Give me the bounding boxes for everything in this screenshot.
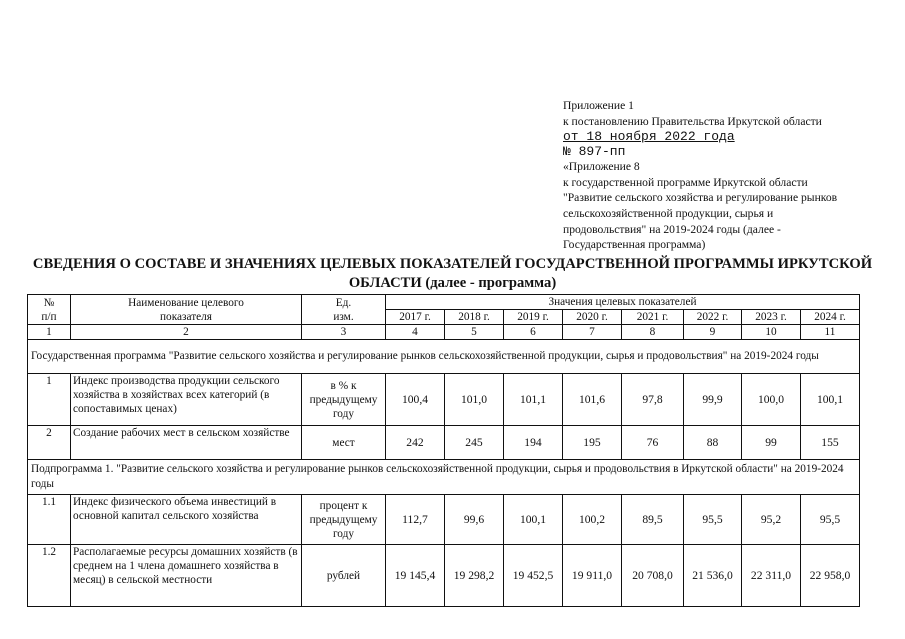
row-value: 97,8	[622, 374, 684, 426]
year-2024: 2024 г.	[801, 310, 860, 325]
header-values: Значения целевых показателей	[386, 295, 860, 310]
col-num: 5	[445, 325, 504, 340]
row-num: 1	[28, 374, 71, 426]
col-num: 2	[71, 325, 302, 340]
row-name: Индекс производства продукции сельского хозяйства в хозяйствах всех категорий (в сопоставимых ценах)	[71, 374, 302, 426]
row-value: 89,5	[622, 495, 684, 545]
row-value: 95,5	[684, 495, 742, 545]
col-num: 8	[622, 325, 684, 340]
header-line-7: "Развитие сельского хозяйства и регулирование рынков	[563, 191, 838, 205]
row-unit: процент к предыдущему году	[302, 495, 386, 545]
header-name	[71, 295, 302, 325]
col-num: 3	[302, 325, 386, 340]
row-value: 99,9	[684, 374, 742, 426]
row-value: 19 145,4	[386, 545, 445, 607]
column-numbers-row	[28, 325, 860, 340]
row-value: 19 298,2	[445, 545, 504, 607]
row-value: 19 452,5	[504, 545, 563, 607]
row-num: 1.2	[28, 545, 71, 607]
col-num: 1	[28, 325, 71, 340]
year-2019: 2019 г.	[504, 310, 563, 325]
header-number: № 897-пп	[563, 144, 626, 160]
row-value: 99	[742, 426, 801, 460]
row-value: 19 911,0	[563, 545, 622, 607]
header-decree: к постановлению Правительства Иркутской области	[563, 114, 822, 128]
header-num-line1: №	[43, 296, 55, 309]
table-row	[28, 495, 860, 545]
row-value: 20 708,0	[622, 545, 684, 607]
row-value: 245	[445, 426, 504, 460]
header-name-line2: показателя	[160, 310, 212, 323]
row-value: 100,1	[801, 374, 860, 426]
header-num-line2: п/п	[41, 310, 57, 323]
indicators-table	[27, 294, 860, 607]
row-unit: мест	[302, 426, 386, 460]
row-value: 99,6	[445, 495, 504, 545]
row-value: 22 311,0	[742, 545, 801, 607]
year-2023: 2023 г.	[742, 310, 801, 325]
row-value: 155	[801, 426, 860, 460]
document-header	[563, 98, 893, 253]
section-state-program: Государственная программа "Развитие сельского хозяйства и регулирование рынков сельскохозяйственной продукции, сырья и продовольствия" на 2019-2024 годы	[28, 340, 860, 374]
table-row	[28, 545, 860, 607]
header-appendix-8: «Приложение 8	[563, 160, 640, 174]
document-title: СВЕДЕНИЯ О СОСТАВЕ И ЗНАЧЕНИЯХ ЦЕЛЕВЫХ ПОКАЗАТЕЛЕЙ ГОСУДАРСТВЕННОЙ ПРОГРАММЫ ИРКУТСКОЙ ОБЛАСТИ (далее - программа)	[32, 256, 873, 291]
section-row	[28, 460, 860, 495]
section-row	[28, 340, 860, 374]
row-name: Располагаемые ресурсы домашних хозяйств (в среднем на 1 члена домашнего хозяйства в месяц) в сельской местности	[71, 545, 302, 607]
header-line-9: продовольствия" на 2019-2024 годы (далее -	[563, 222, 781, 236]
year-2022: 2022 г.	[684, 310, 742, 325]
col-num: 9	[684, 325, 742, 340]
row-value: 22 958,0	[801, 545, 860, 607]
row-num: 2	[28, 426, 71, 460]
col-num: 11	[801, 325, 860, 340]
row-value: 95,2	[742, 495, 801, 545]
year-2017: 2017 г.	[386, 310, 445, 325]
row-value: 76	[622, 426, 684, 460]
header-line-6: к государственной программе Иркутской области	[563, 175, 808, 189]
header-date: от 18 ноября 2022 года	[563, 129, 735, 145]
row-value: 242	[386, 426, 445, 460]
header-line-8: сельскохозяйственной продукции, сырья и	[563, 206, 774, 220]
row-value: 101,1	[504, 374, 563, 426]
row-value: 100,0	[742, 374, 801, 426]
row-name: Создание рабочих мест в сельском хозяйстве	[71, 426, 302, 460]
row-value: 194	[504, 426, 563, 460]
header-unit	[302, 295, 386, 325]
header-num	[28, 295, 71, 325]
header-unit-line2: изм.	[333, 310, 354, 323]
header-name-line1: Наименование целевого	[128, 296, 244, 309]
year-2021: 2021 г.	[622, 310, 684, 325]
header-unit-line1: Ед.	[335, 296, 352, 309]
row-value: 100,2	[563, 495, 622, 545]
row-value: 195	[563, 426, 622, 460]
header-appendix: Приложение 1	[563, 99, 634, 112]
col-num: 10	[742, 325, 801, 340]
row-unit: в % к предыдущему году	[302, 374, 386, 426]
header-line-10: Государственная программа)	[563, 238, 706, 252]
col-num: 4	[386, 325, 445, 340]
col-num: 7	[563, 325, 622, 340]
year-2020: 2020 г.	[563, 310, 622, 325]
row-num: 1.1	[28, 495, 71, 545]
row-value: 101,6	[563, 374, 622, 426]
row-value: 95,5	[801, 495, 860, 545]
col-num: 6	[504, 325, 563, 340]
row-value: 88	[684, 426, 742, 460]
row-unit: рублей	[302, 545, 386, 607]
row-value: 21 536,0	[684, 545, 742, 607]
row-value: 100,1	[504, 495, 563, 545]
section-subprogram-1: Подпрограмма 1. "Развитие сельского хозяйства и регулирование рынков сельскохозяйственной продукции, сырья и продовольствия в Иркутской области" на 2019-2024 годы	[28, 460, 860, 495]
row-value: 100,4	[386, 374, 445, 426]
row-value: 112,7	[386, 495, 445, 545]
row-name: Индекс физического объема инвестиций в основной капитал сельского хозяйства	[71, 495, 302, 545]
year-2018: 2018 г.	[445, 310, 504, 325]
row-value: 101,0	[445, 374, 504, 426]
table-row	[28, 374, 860, 426]
table-row	[28, 426, 860, 460]
